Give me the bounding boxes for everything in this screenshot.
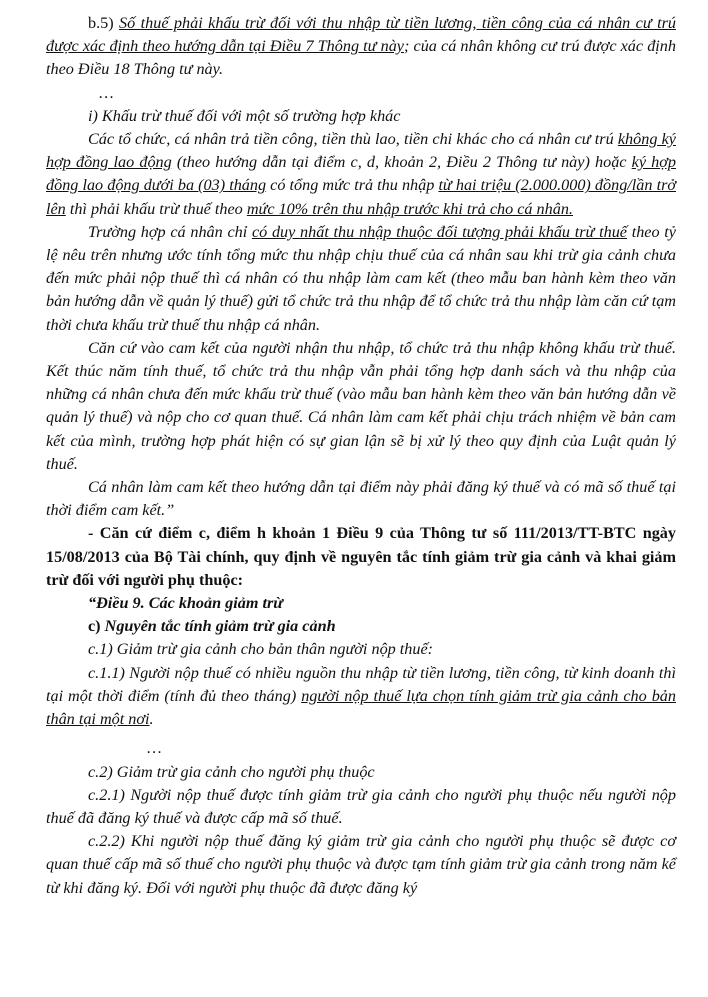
underlined-text: không ký hợp đồng lao động <box>46 130 676 172</box>
ellipsis: … <box>146 739 164 758</box>
underlined-text: ký hợp đồng lao động dưới ba (03) tháng <box>46 153 676 195</box>
text-span: c.1.1) Người nộp thuế có nhiều nguồn thu nhập từ tiền lương, tiền công, từ kinh doanh thì tại một thời điểm (tính đủ theo tháng) <box>46 663 676 705</box>
heading-c-text: Nguyên tắc tính giảm trừ gia cảnh <box>104 617 336 636</box>
paragraph-b5 <box>46 12 676 82</box>
paragraph-commitment-basis: Căn cứ vào cam kết của người nhận thu nhập, tổ chức trả thu nhập không khấu trừ thuế. Kết thúc năm tính thuế, tổ chức trả thu nhập vẫn phải tổng hợp danh sách và thu nhập của những cá nhân chưa đến mức khấu trừ thuế (vào mẫu ban hành kèm theo văn bản hướng dẫn về quản lý thuế) và nộp cho cơ quan thuế. Cá nhân làm cam kết phải chịu trách nhiệm về bản cam kết của mình, trường hợp phát hiện có sự gian lận sẽ bị xử lý theo quy định của Luật quản lý thuế. <box>46 338 676 473</box>
paragraph-c21: c.2.1) Người nộp thuế được tính giảm trừ gia cảnh cho người phụ thuộc nếu người nộp thuế đã đăng ký thuế và được cấp mã số thuế. <box>46 785 676 827</box>
heading-c1: c.1) Giảm trừ gia cảnh cho bản thân người nộp thuế: <box>88 640 434 659</box>
article-9-title: “Điều 9. Các khoản giảm trừ <box>88 594 283 613</box>
heading-c2: c.2) Giảm trừ gia cảnh cho người phụ thuộc <box>88 762 375 781</box>
paragraph-withholding-10pct <box>46 128 676 221</box>
ellipsis: … <box>98 83 116 102</box>
underlined-text: có duy nhất thu nhập thuộc đối tượng phải khấu trừ thuế <box>251 222 627 241</box>
text-span: . <box>149 710 154 729</box>
text-span: Các tổ chức, cá nhân trả tiền công, tiền thù lao, tiền chi khác cho cá nhân cư trú <box>88 130 618 149</box>
text-span: theo tỷ lệ nêu trên nhưng ước tính tổng mức thu nhập chịu thuế của cá nhân sau khi trừ gia cảnh chưa đến mức phải nộp thuế thì cá nhân có thu nhập làm cam kết (theo mẫu ban hành kèm theo văn bản hướng dẫn về quản lý thuế) gửi tổ chức trả thu nhập để tổ chức trả thu nhập làm căn cứ tạm thời chưa khấu trừ thuế thu nhập cá nhân. <box>46 222 676 334</box>
text-span: Trường hợp cá nhân chỉ <box>88 222 252 241</box>
text-span: thì phải khấu trừ thuế theo <box>65 199 247 218</box>
paragraph-legal-basis: - Căn cứ điểm c, điểm h khoản 1 Điều 9 của Thông tư số 111/2013/TT-BTC ngày 15/08/2013 của Bộ Tài chính, quy định về nguyên tắc tính giảm trừ gia cảnh và khai giảm trừ đối với người phụ thuộc: <box>46 524 676 589</box>
paragraph-commitment-case <box>46 221 676 337</box>
paragraph-tax-registration: Cá nhân làm cam kết theo hướng dẫn tại điểm này phải đăng ký thuế và có mã số thuế tại thời điểm cam kết.” <box>46 478 676 520</box>
heading-i: i) Khấu trừ thuế đối với một số trường hợp khác <box>88 106 401 125</box>
underlined-text: mức 10% trên thu nhập trước khi trả cho cá nhân. <box>246 199 573 218</box>
heading-c <box>46 615 676 638</box>
underlined-text: từ hai triệu (2.000.000) đồng/lần trở lên <box>46 176 677 218</box>
paragraph-c11 <box>46 662 676 732</box>
clause-label-c: c) <box>88 617 105 636</box>
underlined-text: Số thuế phải khấu trừ đối với thu nhập từ tiền lương, tiền công của cá nhân cư trú được xác định theo hướng dẫn tại Điều 7 Thông tư này <box>46 14 676 56</box>
text-span: ; của cá nhân không cư trú được xác định theo Điều 18 Thông tư này. <box>46 37 676 79</box>
underlined-text: người nộp thuế lựa chọn tính giảm trừ gia cảnh cho bản thân tại một nơi <box>46 686 676 729</box>
clause-label-b5: b.5) <box>88 14 120 32</box>
text-span: (theo hướng dẫn tại điểm c, d, khoản 2, Điều 2 Thông tư này) hoặc <box>171 153 632 172</box>
text-span: có tổng mức trả thu nhập <box>266 176 439 195</box>
paragraph-c22: c.2.2) Khi người nộp thuế đăng ký giảm trừ gia cảnh cho người phụ thuộc sẽ được cơ quan thuế cấp mã số thuế cho người phụ thuộc và được tạm tính giảm trừ gia cảnh trong năm kể từ khi đăng ký. Đối với người phụ thuộc đã được đăng ký <box>46 832 676 897</box>
